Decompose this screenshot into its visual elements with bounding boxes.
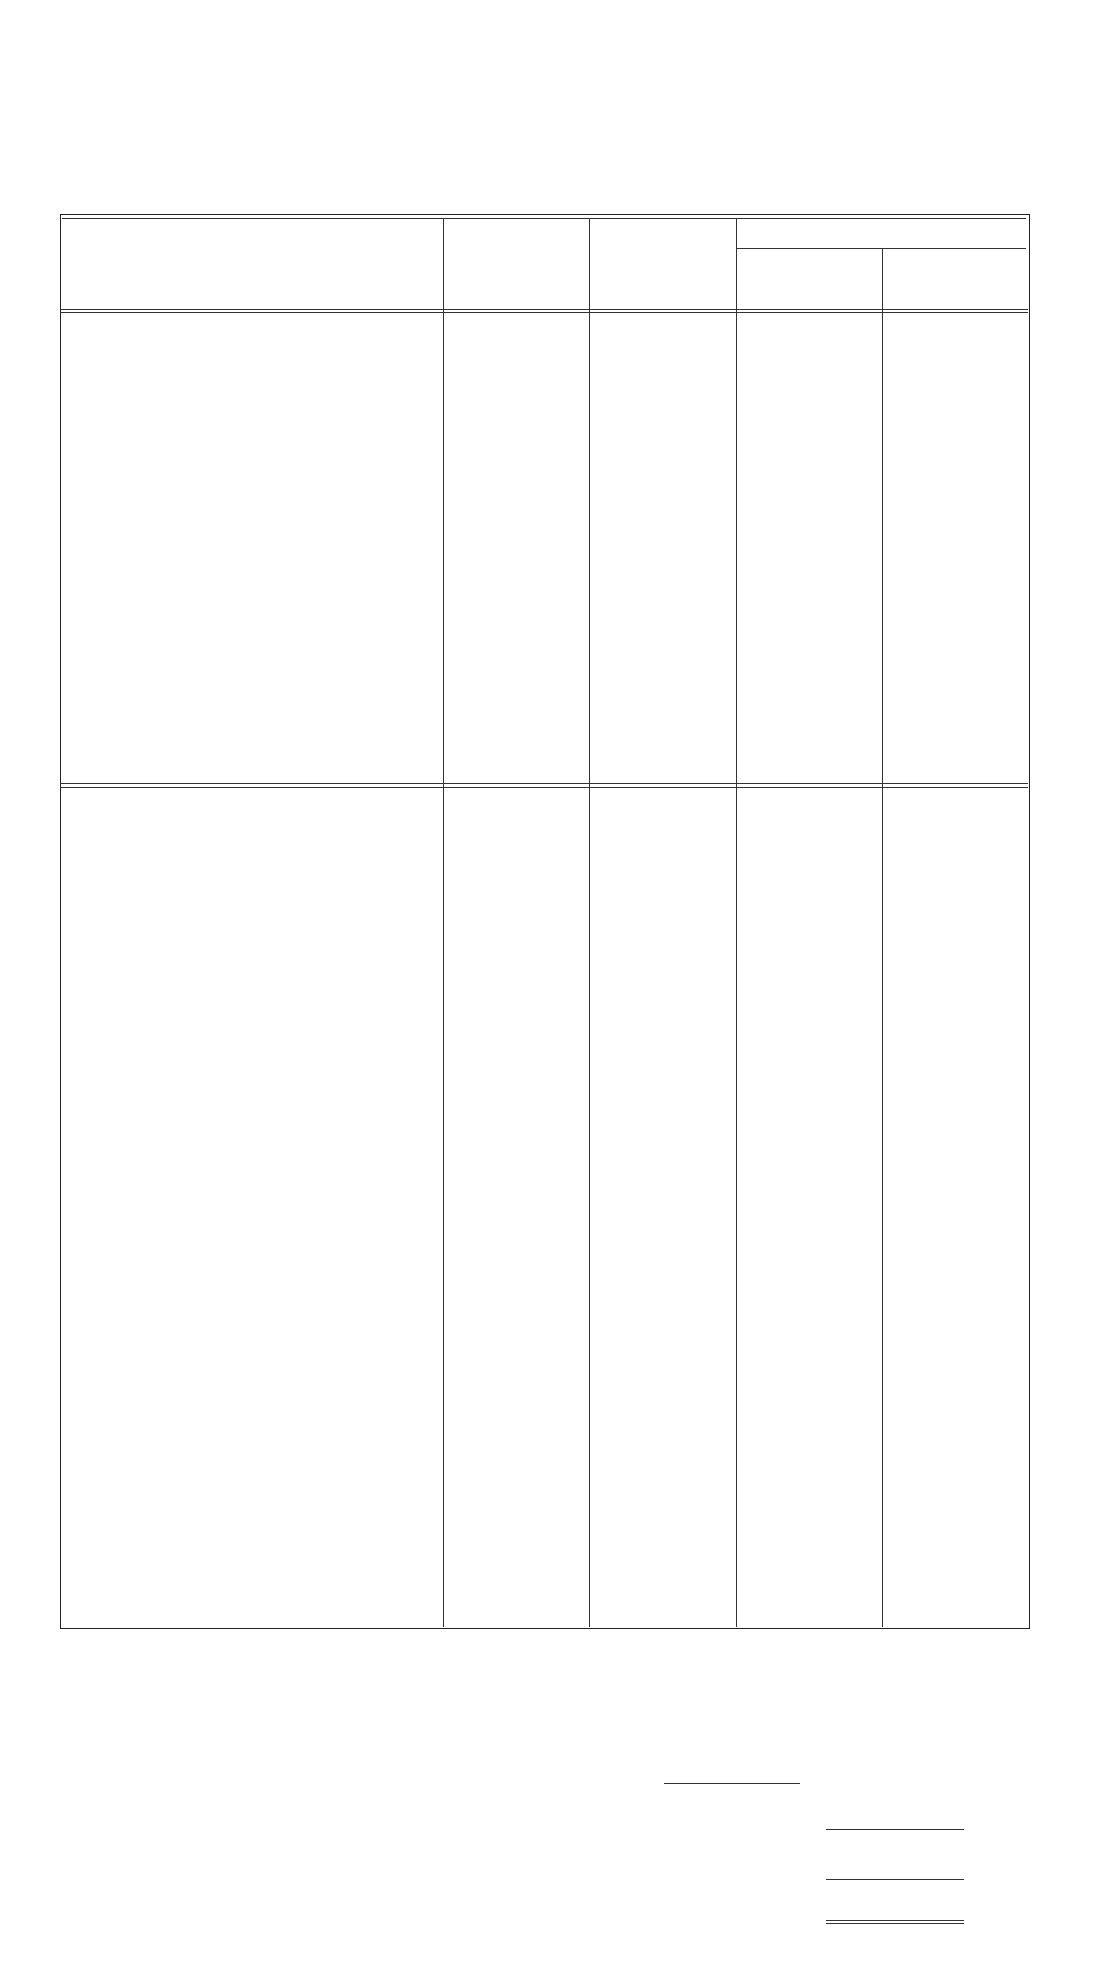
rule [826,1879,964,1880]
table-frame [60,214,1030,1629]
rule [826,1923,964,1924]
rule [736,248,1026,249]
rule [826,1920,964,1921]
rule [664,1783,800,1784]
currency-header-row [0,360,1114,378]
rule [882,248,883,1627]
rule [736,218,737,1627]
rule [589,218,590,1627]
rule [62,218,1026,219]
rule [443,218,444,1627]
rule [826,1829,964,1830]
